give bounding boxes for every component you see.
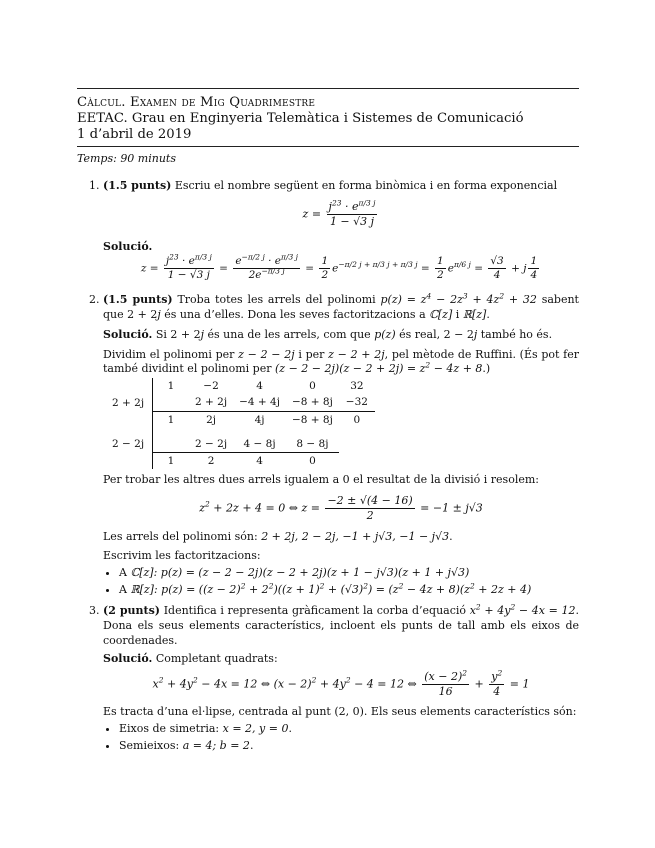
ruffini-cell (153, 394, 190, 411)
ruffini-cell: 2j (206, 413, 217, 426)
ruffini-cell: 0 (309, 380, 316, 393)
q2-quadratic-equation: $z^2 + 2z + 4 = 0$ ⇔ z = $\frac{-2 \pm √(4 - 16)}{2}$ = −1 ± j√3 (199, 493, 483, 522)
factorization-complex: • A ℂ[z]: p(z) = (z − 2 − 2j)(z − 2 + 2j)(z + 1 − j√3)(z + 1 + j√3) (119, 566, 579, 581)
exam-header (77, 95, 524, 143)
statement-text: Troba totes les arrels del polinomi (177, 293, 376, 306)
ruffini-cell: 2 (207, 454, 215, 467)
ellipse-text: Es tracta d’una el·lipse, centrada al punt (2, 0). Els seus elements característics són: (103, 704, 577, 718)
ruffini-cell: −32 (339, 394, 375, 411)
question-number: 1. (89, 179, 100, 192)
exam-duration: Temps: 90 minuts (77, 152, 176, 165)
ruffini-cell: 1 (167, 380, 175, 393)
exam-subtitle: EETAC. Grau en Enginyeria Telemàtica i Sistemes de Comunicació (77, 111, 524, 127)
statement-text: sabent que (103, 293, 579, 321)
question-3: 3. (2 punts) Identifica i representa gràficament la corba d’equació $x^2 + 4y^2 - 4x = 12$. Dona els seus elements característics, incloent els punts de tall amb els eixos de coordenades. Solució. Completant quadrats: $x^2 + 4y^2 - 4x = 12$ ⇔ $(x - 2)^2 + 4y^2 - 4 = 12$ ⇔ $\frac{(x - 2)^2}{16}$ + $\frac{y^2}{4}$ = 1 Es tracta d’una el·lipse, centrada al punt (2, 0). Els seus elements característics són: • Eixos de simetria: x = 2, y = 0. • Semieixos: a = 4; b = 2. (77, 604, 579, 755)
q3-ellipse-equation: $x^2 + 4y^2 - 4x = 12$ ⇔ $(x - 2)^2 + 4y^2 - 4 = 12$ ⇔ $\frac{(x - 2)^2}{16}$ + $\frac{y^2}{4}$ = 1 (152, 668, 530, 699)
factor-intro: Escrivim les factoritzacions: (103, 549, 261, 563)
statement-text: Identifica i representa gràficament la corba d’equació (163, 604, 467, 617)
semi-axes: • Semieixos: a = 4; b = 2. (119, 739, 579, 754)
ruffini-cell: 4 − 8j (233, 436, 286, 453)
roots-text: Les arrels del polinomi són: (103, 530, 258, 544)
statement-text: és una d’elles. Dona les seves factoritzacions a (164, 307, 426, 321)
statement-text: i (455, 307, 460, 321)
question-points: (1.5 punts) (103, 179, 172, 192)
ruffini-cell: 8 − 8j (286, 436, 339, 453)
ruffini-cell: −8 + 8j (286, 394, 339, 411)
question-1 (77, 179, 579, 282)
ellipse-elements-list (103, 722, 579, 754)
solution-text: també ho és. (480, 327, 553, 341)
header-bottom-rule (77, 146, 579, 147)
ruffini-root-label: 2 − 2j (106, 436, 153, 453)
q1-equation: z = $\frac{j^{23} \cdot e^{\pi/3 j}}{1 - √3 j}$ (302, 198, 376, 228)
ruffini-cell: 4j (254, 413, 265, 426)
factorization-list (103, 566, 579, 598)
ruffini-cell: 4 (256, 454, 263, 467)
top-rule (77, 88, 579, 89)
solution-text: Completant quadrats: (155, 651, 278, 665)
ruffini-cell: −2 (203, 380, 219, 393)
ruffini-cell: 2 − 2j (189, 436, 233, 453)
ruffini-cell (153, 436, 190, 453)
solution-label: Solució. (103, 651, 153, 665)
question-number: 3. (89, 604, 100, 617)
ruffini-cell: −4 + 4j (233, 394, 286, 411)
exam-title: Càlcul. Examen de Mig Quadrimestre (77, 95, 316, 110)
ruffini-text: , pel mètode de Ruffini. (És pot fer també dividint el polinomi per (103, 347, 579, 376)
question-points: (2 punts) (103, 604, 161, 617)
q1-solution-equation: z = $\frac{j^{23} \cdot e^{\pi/3 j}}{1 - √3 j}$ = $\frac{e^{-\pi/2 j} \cdot e^{\pi/3 j}}{2e^{-\pi/3 j}}$ = $\frac{1}{2}$ $e^{-\pi/2 j + \pi/3 j + \pi/3 j}$ = $\frac{1}{2}$ $e^{\pi/6 j}$ = $\frac{√3}{4}$ + j $\frac{1}{4}$ (140, 252, 538, 282)
ruffini-cell: 4 (256, 380, 263, 393)
ruffini-text: Dividim el polinomi per (103, 347, 235, 361)
solution-label: Solució. (103, 240, 153, 254)
solution-text: Si (155, 327, 167, 341)
exam-date: 1 d’abril de 2019 (77, 127, 192, 143)
question-2: 2. (1.5 punts) Troba totes les arrels del polinomi $p(z) = z^4 - 2z^3 + 4z^2 + 32$ sabent que 2 + 2j és una d’elles. Dona les seves factoritzacions a ℂ[z] i ℝ[z]. Solució. Si 2 + 2j és una de les arrels, com que p(z) és real, 2 − 2j també ho és. Dividim el polinomi per z − 2 − 2j i per z − 2 + 2j, pel mètode de Ruffini. (És pot fer també dividint el polinomi per $(z - 2 - 2j)(z - 2 + 2j) = z^2 - 4z + 8$.) 1 −2 4 0 32 2 + 2j 2 + 2j −4 + 4j −8 + 8j −32 1 2j 4j −8 + 8j 0 2 − 2j 2 − 2j 4 − 8j 8 − 8j 1 2 4 0 Per trobar les altres dues arrels igualem a 0 el resultat de la divisió i resolem: $z^2 + 2z + 4 = 0$ ⇔ z = $\frac{-2 \pm √(4 - 16)}{2}$ = −1 ± j√3 Les arrels del polinomi són: 2 + 2j, 2 − 2j, −1 + j√3, −1 − j√3. Escrivim les factoritzacions: • A ℂ[z]: p(z) = (z − 2 − 2j)(z − 2 + 2j)(z + 1 − j√3)(z + 1 + j√3) • A ℝ[z]: $p(z) = ((z - 2)^2 + 2^2)((z + 1)^2 + (√3)^2) = (z^2 - 4z + 8)(z^2 + 2z + 4)$ (77, 293, 579, 600)
ruffini-cell: 1 (167, 413, 175, 426)
statement-text: . Dona els seus elements característics, incloent els punts de tall amb els eixos de coordenades. (103, 604, 579, 647)
remaining-text: Per trobar les altres dues arrels igualem a 0 el resultat de la divisió i resolem: (103, 473, 539, 487)
ruffini-root-label: 2 + 2j (106, 394, 153, 411)
ruffini-cell: 0 (353, 413, 361, 426)
solution-text: és real, (399, 327, 441, 341)
ruffini-cell: 0 (309, 454, 316, 467)
symmetry-axes: • Eixos de simetria: x = 2, y = 0. (119, 722, 579, 737)
question-number: 2. (89, 293, 100, 306)
question-statement: Escriu el nombre següent en forma binòmica i en forma exponencial (174, 179, 558, 192)
ruffini-cell: −8 + 8j (291, 413, 333, 426)
ruffini-text: i per (298, 347, 325, 361)
solution-label: Solució. (103, 327, 153, 341)
question-points: (1.5 punts) (103, 293, 173, 306)
ruffini-cell: 2 + 2j (189, 394, 233, 411)
ruffini-cell: 32 (350, 380, 364, 393)
factorization-real: • A ℝ[z]: $p(z) = ((z - 2)^2 + 2^2)((z + 1)^2 + (√3)^2) = (z^2 - 4z + 8)(z^2 + 2z + 4)$ (119, 583, 579, 598)
ruffini-table (106, 378, 375, 469)
ruffini-cell: 1 (167, 454, 175, 467)
solution-text: és una de les arrels, com que (207, 327, 371, 341)
